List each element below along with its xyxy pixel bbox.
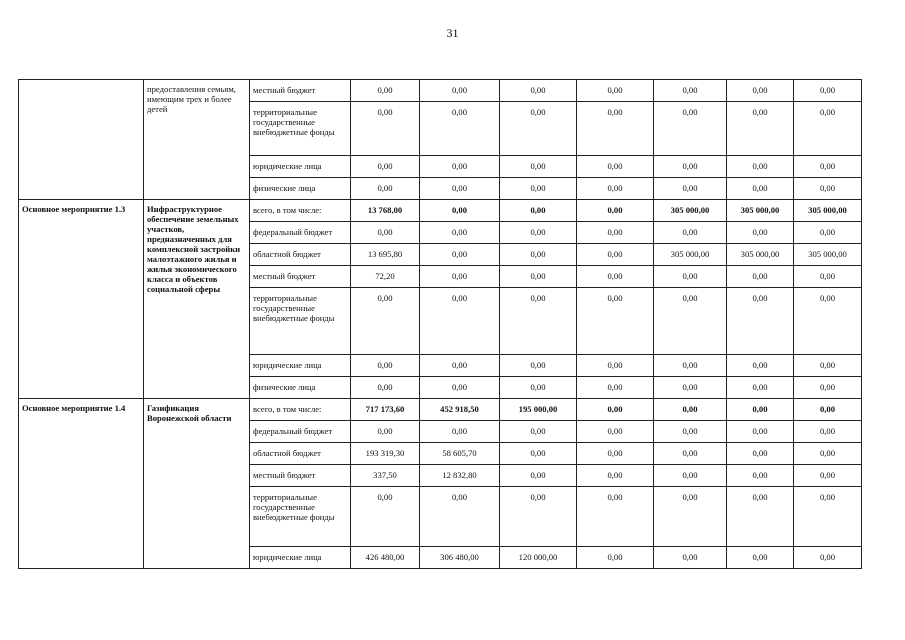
value-cell: 0,00 (654, 465, 727, 487)
value-cell: 0,00 (500, 222, 577, 244)
value-cell: 0,00 (794, 377, 862, 399)
value-cell: 0,00 (727, 487, 794, 547)
funding-source-cell: местный бюджет (250, 80, 351, 102)
value-cell: 0,00 (420, 102, 500, 156)
value-cell: 0,00 (577, 399, 654, 421)
value-cell: 0,00 (500, 355, 577, 377)
value-cell: 0,00 (727, 443, 794, 465)
funding-source-cell: юридические лица (250, 547, 351, 569)
value-cell: 0,00 (794, 102, 862, 156)
value-cell: 0,00 (727, 156, 794, 178)
funding-source-cell: всего, в том числе: (250, 200, 351, 222)
value-cell: 0,00 (420, 355, 500, 377)
value-cell: 0,00 (654, 399, 727, 421)
value-cell: 0,00 (654, 377, 727, 399)
value-cell: 452 918,50 (420, 399, 500, 421)
value-cell: 0,00 (727, 547, 794, 569)
value-cell: 0,00 (420, 80, 500, 102)
value-cell: 0,00 (654, 266, 727, 288)
value-cell: 0,00 (577, 547, 654, 569)
value-cell: 0,00 (420, 222, 500, 244)
value-cell: 0,00 (500, 244, 577, 266)
value-cell: 0,00 (577, 487, 654, 547)
value-cell: 0,00 (727, 355, 794, 377)
value-cell: 0,00 (500, 465, 577, 487)
value-cell: 0,00 (727, 80, 794, 102)
value-cell: 0,00 (727, 377, 794, 399)
value-cell: 0,00 (351, 377, 420, 399)
value-cell: 305 000,00 (727, 200, 794, 222)
value-cell: 58 605,70 (420, 443, 500, 465)
value-cell: 0,00 (351, 421, 420, 443)
value-cell: 0,00 (500, 156, 577, 178)
value-cell: 0,00 (500, 487, 577, 547)
value-cell: 0,00 (577, 355, 654, 377)
value-cell: 0,00 (654, 355, 727, 377)
value-cell: 0,00 (727, 102, 794, 156)
value-cell: 0,00 (351, 355, 420, 377)
value-cell: 0,00 (577, 80, 654, 102)
event-name-cell: Газификация Воронежской области (144, 399, 250, 569)
value-cell: 0,00 (500, 288, 577, 355)
event-id-cell: Основное мероприятие 1.4 (19, 399, 144, 569)
funding-source-cell: физические лица (250, 377, 351, 399)
value-cell: 0,00 (420, 156, 500, 178)
event-id-cell: Основное мероприятие 1.3 (19, 200, 144, 399)
funding-source-cell: областной бюджет (250, 244, 351, 266)
page-number: 31 (446, 26, 459, 40)
value-cell: 0,00 (500, 377, 577, 399)
value-cell: 0,00 (500, 200, 577, 222)
value-cell: 0,00 (727, 465, 794, 487)
value-cell: 0,00 (794, 80, 862, 102)
value-cell: 305 000,00 (654, 244, 727, 266)
value-cell: 305 000,00 (794, 200, 862, 222)
funding-source-cell: физические лица (250, 178, 351, 200)
value-cell: 0,00 (351, 222, 420, 244)
value-cell: 0,00 (794, 547, 862, 569)
value-cell: 0,00 (654, 156, 727, 178)
value-cell: 0,00 (577, 465, 654, 487)
table-row (19, 200, 862, 222)
budget-table-body (19, 80, 862, 569)
value-cell: 0,00 (794, 288, 862, 355)
value-cell: 0,00 (654, 547, 727, 569)
value-cell: 717 173,60 (351, 399, 420, 421)
funding-source-cell: территориальные государственные внебюджетные фонды (250, 288, 351, 355)
event-id-cell (19, 80, 144, 200)
value-cell: 12 832,80 (420, 465, 500, 487)
value-cell: 0,00 (654, 487, 727, 547)
funding-source-cell: местный бюджет (250, 266, 351, 288)
value-cell: 0,00 (654, 80, 727, 102)
value-cell: 0,00 (727, 266, 794, 288)
funding-source-cell: федеральный бюджет (250, 222, 351, 244)
value-cell: 0,00 (727, 222, 794, 244)
value-cell: 0,00 (420, 377, 500, 399)
value-cell: 305 000,00 (727, 244, 794, 266)
value-cell: 0,00 (727, 399, 794, 421)
value-cell: 0,00 (577, 421, 654, 443)
value-cell: 337,50 (351, 465, 420, 487)
value-cell: 0,00 (727, 421, 794, 443)
value-cell: 0,00 (794, 222, 862, 244)
funding-source-cell: территориальные государственные внебюджетные фонды (250, 487, 351, 547)
table-row (19, 399, 862, 421)
funding-source-cell: юридические лица (250, 156, 351, 178)
value-cell: 0,00 (794, 399, 862, 421)
value-cell: 0,00 (577, 288, 654, 355)
value-cell: 0,00 (577, 178, 654, 200)
budget-table (18, 79, 862, 569)
funding-source-cell: территориальные государственные внебюджетные фонды (250, 102, 351, 156)
value-cell: 0,00 (500, 102, 577, 156)
value-cell: 0,00 (577, 102, 654, 156)
value-cell: 0,00 (794, 355, 862, 377)
funding-source-cell: юридические лица (250, 355, 351, 377)
value-cell: 0,00 (351, 102, 420, 156)
value-cell: 0,00 (351, 487, 420, 547)
value-cell: 0,00 (420, 288, 500, 355)
table-row (19, 80, 862, 102)
event-name-cell: предоставления семьям, имеющим трех и более детей (144, 80, 250, 200)
value-cell: 13 768,00 (351, 200, 420, 222)
value-cell: 0,00 (420, 487, 500, 547)
value-cell: 0,00 (420, 178, 500, 200)
value-cell: 0,00 (500, 421, 577, 443)
value-cell: 72,20 (351, 266, 420, 288)
value-cell: 0,00 (351, 156, 420, 178)
value-cell: 0,00 (577, 222, 654, 244)
value-cell: 0,00 (577, 156, 654, 178)
value-cell: 0,00 (420, 421, 500, 443)
funding-source-cell: всего, в том числе: (250, 399, 351, 421)
value-cell: 0,00 (500, 80, 577, 102)
value-cell: 0,00 (794, 178, 862, 200)
funding-source-cell: областной бюджет (250, 443, 351, 465)
value-cell: 0,00 (351, 288, 420, 355)
value-cell: 193 319,30 (351, 443, 420, 465)
value-cell: 0,00 (577, 244, 654, 266)
value-cell: 0,00 (420, 244, 500, 266)
value-cell: 13 695,80 (351, 244, 420, 266)
funding-source-cell: местный бюджет (250, 465, 351, 487)
value-cell: 0,00 (577, 200, 654, 222)
value-cell: 0,00 (351, 178, 420, 200)
value-cell: 0,00 (654, 443, 727, 465)
value-cell: 0,00 (500, 443, 577, 465)
value-cell: 305 000,00 (794, 244, 862, 266)
value-cell: 0,00 (654, 178, 727, 200)
value-cell: 0,00 (577, 377, 654, 399)
value-cell: 0,00 (794, 421, 862, 443)
value-cell: 0,00 (727, 288, 794, 355)
value-cell: 0,00 (577, 266, 654, 288)
value-cell: 195 000,00 (500, 399, 577, 421)
value-cell: 0,00 (794, 465, 862, 487)
value-cell: 0,00 (794, 156, 862, 178)
value-cell: 120 000,00 (500, 547, 577, 569)
value-cell: 426 480,00 (351, 547, 420, 569)
value-cell: 0,00 (654, 222, 727, 244)
value-cell: 0,00 (420, 266, 500, 288)
funding-source-cell: федеральный бюджет (250, 421, 351, 443)
value-cell: 305 000,00 (654, 200, 727, 222)
value-cell: 0,00 (500, 266, 577, 288)
event-name-cell: Инфраструктурное обеспечение земельных участков, предназначенных для комплексной застройки малоэтажного жилья и жилья экономического класса и объектов социальной сферы (144, 200, 250, 399)
value-cell: 306 480,00 (420, 547, 500, 569)
value-cell: 0,00 (794, 266, 862, 288)
value-cell: 0,00 (727, 178, 794, 200)
value-cell: 0,00 (500, 178, 577, 200)
value-cell: 0,00 (654, 421, 727, 443)
value-cell: 0,00 (577, 443, 654, 465)
value-cell: 0,00 (351, 80, 420, 102)
value-cell: 0,00 (654, 288, 727, 355)
value-cell: 0,00 (794, 487, 862, 547)
value-cell: 0,00 (420, 200, 500, 222)
value-cell: 0,00 (794, 443, 862, 465)
value-cell: 0,00 (654, 102, 727, 156)
